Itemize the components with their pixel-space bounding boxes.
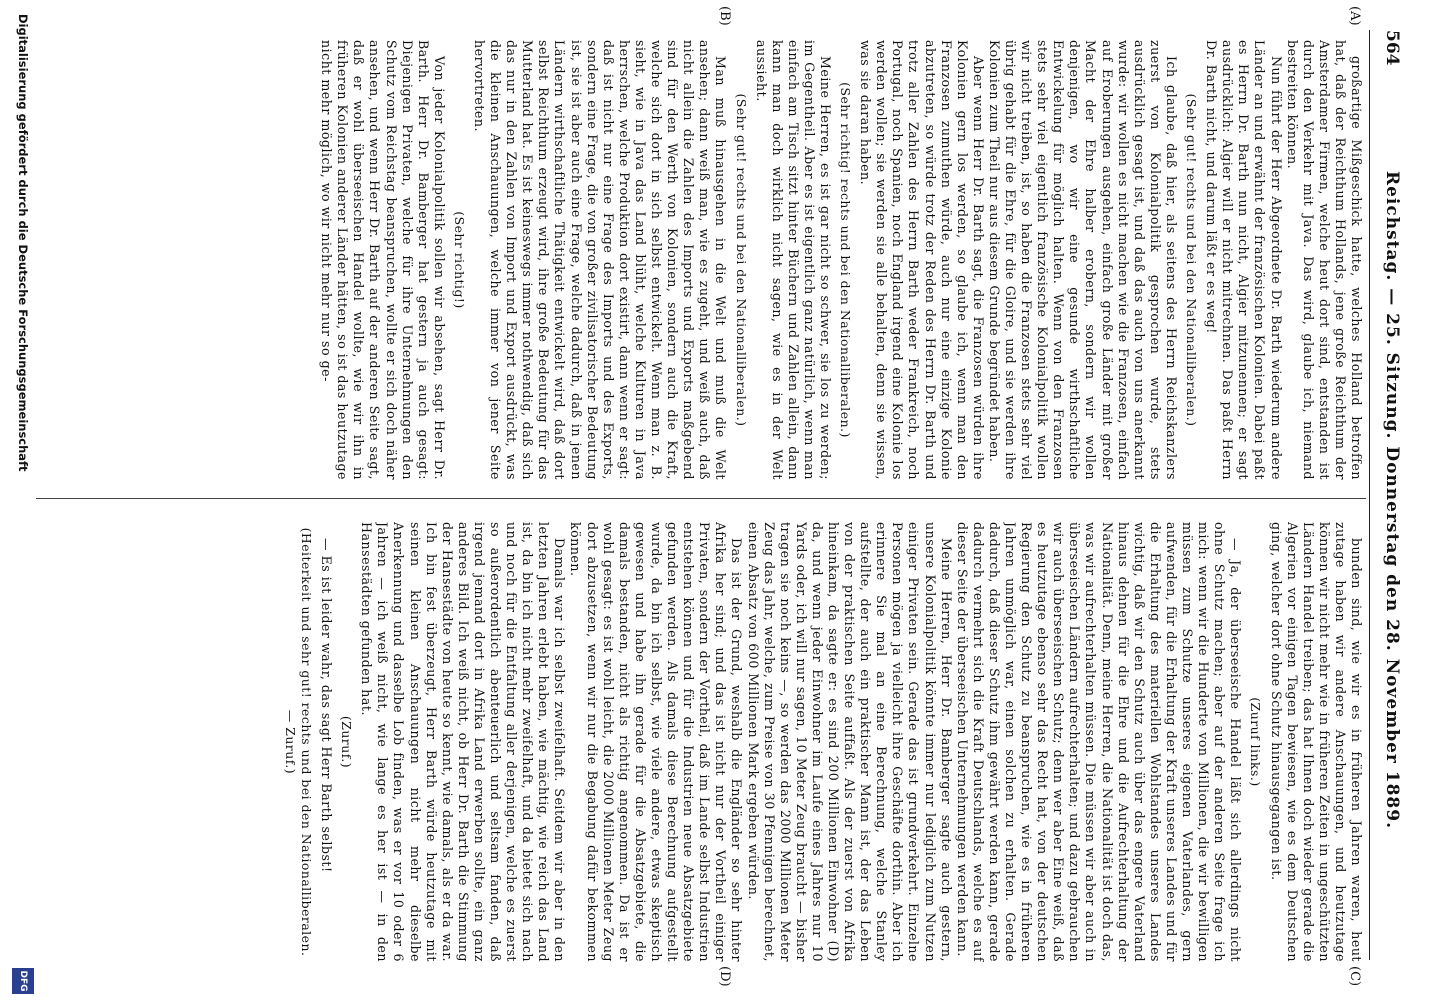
- paragraph: bunden sind, wie wir es in früheren Jahren waren, heut zutage haben wir andere Anschauungen, und heutzutage können wir nicht mehr wie in früheren Zeiten in ungeschützten Ländern Handel treiben; das hat Ihnen doch wieder gerade die Algerien vor einigen Tagen bewiesen, wie es dem Deutschen ging, welcher dort ohne Schutz hinausgegangen ist.: [1268, 522, 1364, 962]
- column-divider: [36, 498, 1366, 499]
- left-text-column: [44, 40, 1364, 480]
- stage-direction: (Sehr richtig! rechts und bei den Nationalliberalen.): [838, 82, 854, 438]
- margin-marker-c: (C): [1347, 966, 1362, 987]
- paragraph: Meine Herren, es ist gar nicht so schwer, sie los zu werden; im Gegentheil. Aber es ist eigentlich ganz natürlich, wenn man einfach am Tisch sitzt hinter Büchern und Zahlen allein, dann kann man doch wirklich nicht sagen, wie es in der Welt aussieht.: [753, 40, 833, 480]
- margin-marker-d: (D): [717, 966, 732, 987]
- right-text-column: [44, 522, 1364, 962]
- stage-direction: (Zuruf.): [339, 715, 355, 769]
- stage-direction: (Sehr gut! rechts und bei den Nationalliberalen.): [733, 93, 749, 427]
- header-rule: [1369, 30, 1370, 960]
- page-number: 564: [1382, 30, 1402, 66]
- stage-direction: (Sehr gut! rechts und bei den Nationalliberalen.): [1184, 93, 1200, 427]
- stage-direction: (Heiterkeit und sehr gut! rechts und bei den Nationalliberalen. — Zuruf.): [282, 527, 314, 957]
- stage-direction: (Zuruf links.): [1248, 697, 1264, 787]
- paragraph: — Es ist leider wahr, das sagt Herr Barth selbst!: [319, 538, 335, 873]
- paragraph: Man muß hinausgehen in die Welt und muß die Welt ansehen; dann weiß man, wie es zugeht, und weiß auch, daß nicht allein die Zahlen des Imports und Exports maßgebend sind für den Werth von Kolonien, sondern auch die Kraft, welche sich dort in sich selbst entwickelt. Wenn man z. B. sieht, wie in Java das Land blüht, welche Kulturen in Java herrschen, welche Produktion dort existirt, dann wenn er sagt: daß ist nicht nur eine Frage des Imports und des Exports, sondern eine Frage, die von großer zivilisatorischer Bedeutung ist, sie ist aber auch eine Frage, welche dadurch, daß in jenen Ländern wirthschaftliche Thätigkeit entwickelt wird, daß dort selbst Reichthum erzeugt wird, ihre große Bedeutung für das Mutterland hat. Es ist keineswegs immer nothwendig, daß sich das nur in den Zahlen von Import und Export ausdrückt, was die kleinen Anschauungen, welche immer von jener Seite hervortreten.: [472, 40, 729, 480]
- stage-direction: (Sehr richtig!): [451, 211, 467, 309]
- paragraph: Meine Herren, Herr Dr. Bamberger sagte auch gestern, unsere Kolonialpolitik könnte immer nur lediglich zum Nutzen einiger Privaten sein. Gerade das ist grundverkehrt. Einzelne Personen mögen ja vielleicht ihre Geschäfte dorthin. Aber ich erinnere Sie mal an eine Berechnung, welche Stanley aufstellte, der auch ein praktischer Mann ist, der das Leben von der praktischen Seite auffaßt. Als der zuerst von Afrika hineinkam, da sagte er: es sind 200 Millionen Einwohner (D) da, und wenn jeder Einwohner im Laufe eines Jahres nur 10 Yards oder, ich will nur sagen, 10 Meter Zeug braucht — bisher tragen sie noch keins —, so werden das 2000 Millionen Meter Zeug das Jahr, welche, zum Preise von 30 Pfennigen berechnet, einen Absatz von 600 Millionen Mark ergeben würden.: [745, 522, 954, 962]
- paragraph: Aber wenn Herr Dr. Barth sagt, die Franzosen würden ihre Kolonien gern los werden, so glaube ich, wenn man den Franzosen zumuthen würde, auch nur eine einzige Kolonie abzutreten, so würde trotz der Reden des Herrn Dr. Barth und trotz aller Zahlen des Herrn Barth weder Frankreich, noch Portugal, noch Spanien, noch England irgend eine Kolonie los werden wollen; sie werden sie alle behalten, denn sie wissen, was sie daran haben.: [858, 40, 986, 480]
- paragraph: Ich glaube, daß hier, als seitens des Herrn Reichskanzlers zuerst von Kolonialpolitik gesprochen wurde, stets ausdrücklich gesagt ist, und daß das auch von uns anerkannt wurde: wir wollen es nicht machen wie die Franzosen, einfach auf Eroberungen ausgehen, einfach große Länder mit großer Macht der Ehre halber erobern, sondern wir wollen denjenigen, wo wir eine gesunde wirthschaftliche Entwickelung für möglich halten. Wenn von den Franzosen stets sehr viel eigentlich französische Kolonialpolitik wollen wir nicht treiben, ist, so haben die Franzosen stets sehr viel übrig gehabt für die Ehre, für die Gloire, und sie werden ihre Kolonien zum Theil nur aus diesem Grunde begründet haben.: [986, 40, 1179, 480]
- margin-marker-a: (A): [1347, 6, 1362, 26]
- page-title: Reichstag. — 25. Sitzung. Donnerstag den 28. November 1889.: [1382, 170, 1402, 830]
- digitization-note: Digitalisierung gefördert durch die Deutsche Forschungsgemeinschaft: [16, 14, 30, 472]
- paragraph: Nun führt der Herr Abgeordnete Dr. Barth wiederum andere Länder an und erwähnt der französischen Kolonien. Dabei paßt es Herrn Dr. Barth nun nicht, Algier mitzunennen; er sagt ausdrücklich: Algier will er nicht mitrechnen. Das paßt Herrn Dr. Barth nicht, und darum läßt er es weg!: [1204, 40, 1284, 480]
- paragraph: — Ja, der überseeische Handel läßt sich allerdings nicht ohne Schutz machen; aber auf der anderen Seite frage ich mich: wenn wir die Hunderte von Millionen, die wir bewilligen müssen zum Schutze unseres eigenen Vaterlandes, gern aufwenden, für die Erhaltung der Kraft unseres Landes und für die Erhaltung des materiellen Wohlstandes unseres Landes wichtig, daß wir den Schutz auch über das engere Vaterland hinaus dehnen für die Ehre und die Aufrechterhaltung der Nationalität. Denn, meine Herren, die Nationalität ist doch das, was wir aufrechterhalten müssen. Die müssen wir aber auch in überseeischen Ländern aufrechterhalten; und dazu gebrauchen wir auch überseeischen Schutz; denn wer aber Eine weiß, daß es heutzutage ebenso sehr das Recht hat, von der deutschen Regierung den Schutz zu beanspruchen, wie es in früheren Jahren unmöglich war, einen solchen zu erhalten. Gerade dadurch, daß dieser Schutz ihm gewährt werden kann, gerade dadurch vermehrt sich die Kraft Deutschlands, welche es auf dieser Seite der überseeischen Unternehmungen werden kann.: [954, 522, 1244, 962]
- paragraph: Damals war ich selbst zweifelhaft. Seitdem wir aber in den letzten Jahren erlebt haben, wie mächtig, wie reich das Land ist, da bin ich nicht mehr zweifelhaft, und da bietet sich nach und noch für die Entfaltung aller derjenigen, welche es zuerst so außerordentlich abenteuerlich und seltsam fanden, daß irgend jemand dort in Afrika Land erwerben sollte, ein ganz anderes Bild. Ich weiß nicht, ob Herr Dr. Barth die Stimmung der Hansestädte von heute so kennt, wie damals, als er da war. Ich bin fest überzeugt, Herr Barth würde heutzutage mit seinen kleinen Anschauungen nicht mehr dieselbe Anerkennung und dasselbe Lob finden, was er vor 10 oder 6 Jahren — ich weiß nicht, wie lange es her ist — in den Hansestädten gefunden hat.: [359, 522, 568, 962]
- paragraph: Von jeder Kolonialpolitik sollen wir absehen, sagt Herr Dr. Barth. Herr Dr. Bamberger hat gestern ja auch gesagt: Diejenigen Privaten, welche für ihre Unternehmungen den Schutz vom Reichstag beanspruchen, wollte er sich doch näher ansehen, und wenn Herr Dr. Barth auf der anderen Seite sagt, daß er wohl überseeischen Handel wollte, wie wir ihn in früheren Kolonien anderer Länder hätten, so ist das heutzutage nicht mehr möglich, wo wir nicht mehr nur so ge-: [319, 40, 447, 480]
- page-header: [1372, 30, 1402, 970]
- digitization-footer: [0, 0, 52, 1000]
- margin-marker-b: (B): [717, 6, 732, 26]
- paragraph: großartige Mißgeschick hatte, welches Holland betroffen hat, daß der Reichthum Hollands, jene große Reichthum der Amsterdamer Firmen, welche heut dort sind, entstanden ist durch den Verkehr mit Java. Das wird, glaube ich, niemand bestreiten können.: [1284, 40, 1364, 480]
- paragraph: Das ist der Grund, weshalb die Engländer so sehr hinter Afrika her sind; und das ist nicht nur der Vortheil einiger Privaten, sondern der Vortheil, daß im Lande selbst Industrien entstehen können und für die Industrien neue Absatzgebiete gefunden werden. Als damals diese Berechnung aufgestellt wurde, da bin ich selbst, wie viele andere, etwas skeptisch gewesen und habe ihn gerade für die Absatzgebiete, die damals bestanden, nicht als richtig angenommen. Da ist er wohl gesagt: es ist wohl leicht, die 2000 Millionen Meter Zeug dort abzusetzen, wenn wir nur die Begabung dafür bekommen können.: [568, 522, 745, 962]
- dfg-logo: DFG: [12, 968, 34, 994]
